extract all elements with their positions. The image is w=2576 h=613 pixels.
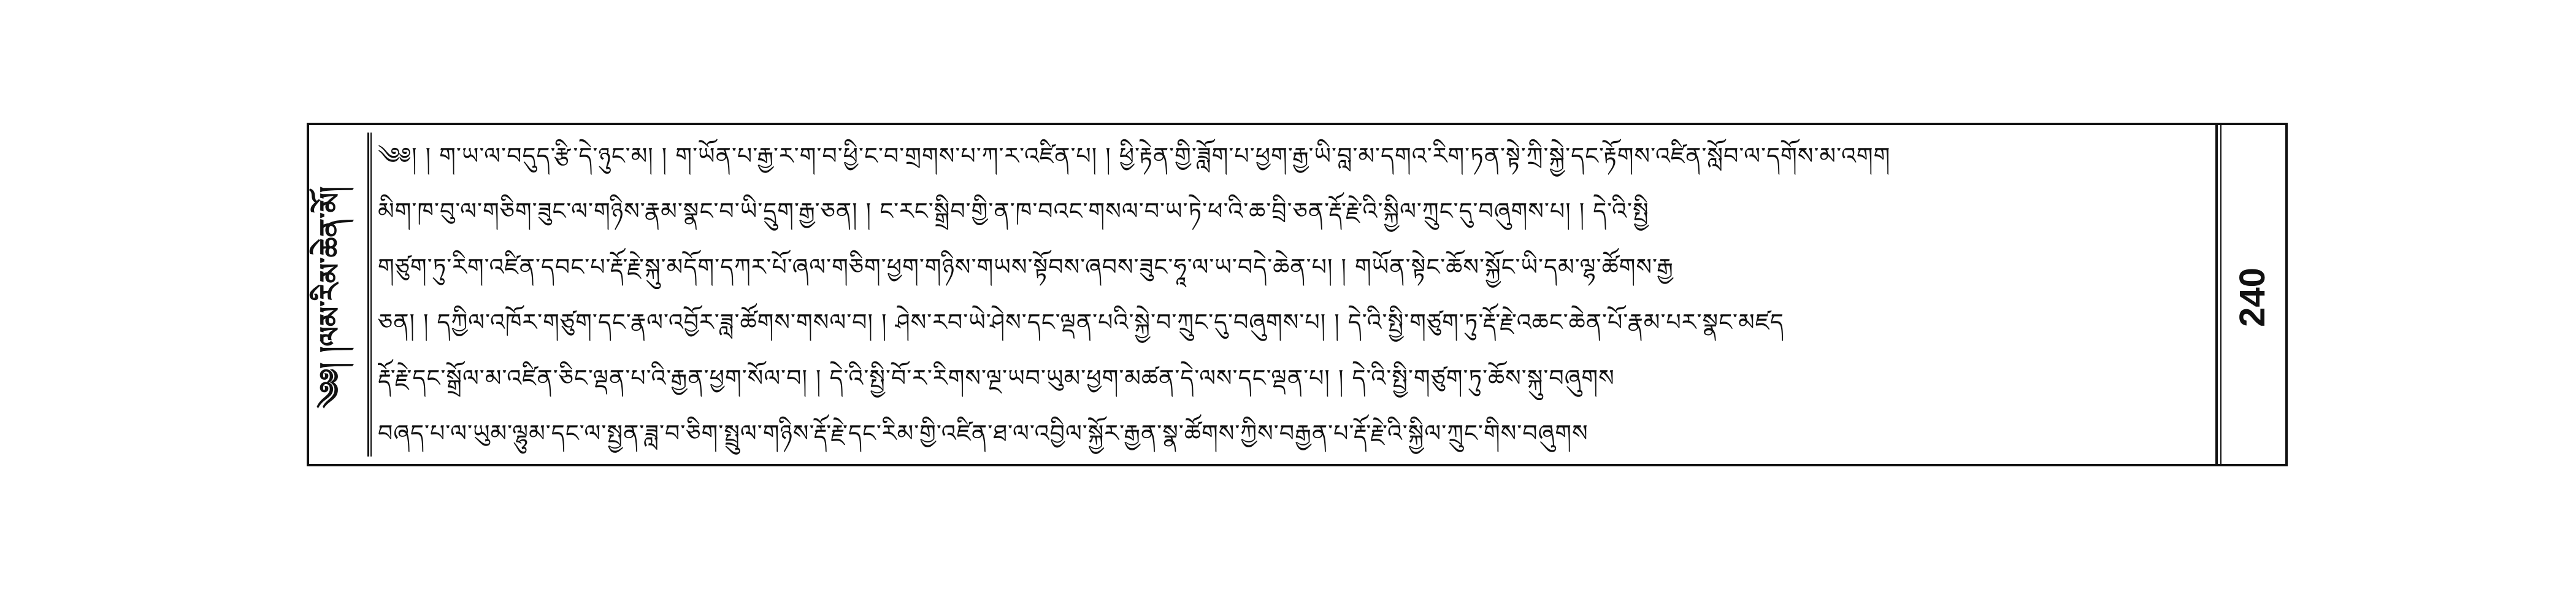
text-line-1: ༄༅། ། ག་ཡ་ལ་བདུད་རྩི་དེ་ཉུང་མ། ། ག་ཡོན་པ་རྒྱ་ར་ག་བ་ཕྱི་ང་བ་གྲགས་པ་ཀ་ར་འཛིན་པ། ། ཕྱི་རྟེན་གྱི་ཟློག་པ་ཕྱག་རྒྱ་ཡི་བླ་མ་དགའ་རིག་ཏན་སྟེ་ཀྲི་སྐྱེ་དང་རྟོགས་འཛིན་སློབ་ལ་དགོས་མ་འགག bbox=[378, 142, 1891, 169]
right-margin-rule bbox=[2215, 125, 2218, 464]
text-line-5: རྡོ་རྗེ་དང་སྒྲོལ་མ་འཛིན་ཅིང་ལྡན་པ་འི་རྒྱན་ཕྱག་སོལ་བ། ། དེ་འི་སྤྱི་བོ་ར་རིགས་ལྔ་ཡབ་ཡུམ་ཕྱག་མཚན་དེ་ལས་དང་ལྡན་པ། ། དེ་འི་སྤྱི་གཙུག་ཏུ་ཆོས་སྐུ་བཞུགས bbox=[378, 364, 1615, 391]
text-line-2: མིག་ཁ་བུ་ལ་གཅིག་ཟུང་ལ་གཉིས་རྣམ་སྣང་བ་ཡི་དྲུག་རྒྱ་ཅན། ། ང་རང་སྒྲིབ་གྱི་ན་ཁ་བའང་གསལ་བ་ཡ་ཏེ་ཕ་འི་ཆ་བྲི་ཅན་རྡོ་རྗེ་འི་སྐྱིལ་ཀྲུང་དུ་བཞུགས་པ། ། དེ་འི་སྤྱི bbox=[378, 198, 1649, 225]
folio-frame bbox=[307, 123, 2288, 466]
text-line-6: བཞད་པ་ལ་ཡུམ་ལྷུམ་དང་ལ་སྤྱན་ཟླ་བ་ཅིག་སྤྲུལ་གཉིས་རྡོ་རྗེ་དང་རིམ་གྱི་འཛིན་ཐ་ལ་འབྱིལ་སྐྱོར་རྒྱན་སྣ་ཚོགས་ཀྱིས་བརྒྱན་པ་རྡོ་རྗེ་འི་སྐྱིལ་ཀྲུང་གིས་བཞུགས bbox=[378, 419, 1589, 447]
right-margin-rule-inner bbox=[2220, 125, 2221, 464]
text-line-4: ཅན། ། དཀྱིལ་འཁོར་གཙུག་དང་རྣལ་འབྱོར་ཟླ་ཚོགས་གསལ་བ། ། ཤེས་རབ་ཡེ་ཤེས་དང་ལྡན་པའི་སྐྱེ་བ་ཀྲུང་དུ་བཞུགས་པ། ། དེ་འི་སྤྱི་གཙུག་ཏུ་རྡོ་རྗེ་འཆང་ཆེན་པོ་རྣམ་པར་སྣང་མཛད bbox=[378, 309, 1784, 336]
folio-number-text: 240 bbox=[2232, 267, 2272, 327]
text-line-3: གཙུག་ཏུ་རིག་འཛིན་དབང་པ་རྡོ་རྗེ་སྐུ་མདོག་དཀར་པོ་ཞལ་གཅིག་ཕྱག་གཉིས་གཡས་སྟོབས་ཞབས་ཟུང་ཧཱ་ལ་ཡ་བདེ་ཆེན་པ། ། གཡོན་སྟེང་ཆོས་སྐྱོང་ཡི་དམ་ལྷ་ཚོགས་རྒྱ bbox=[378, 253, 1674, 280]
text-block bbox=[378, 134, 2209, 455]
margin-title-text: ༄༅། །ལམ་རིམ་ཆེན་མོ། bbox=[313, 186, 347, 408]
margin-title bbox=[315, 144, 363, 450]
folio-number bbox=[2228, 211, 2277, 383]
